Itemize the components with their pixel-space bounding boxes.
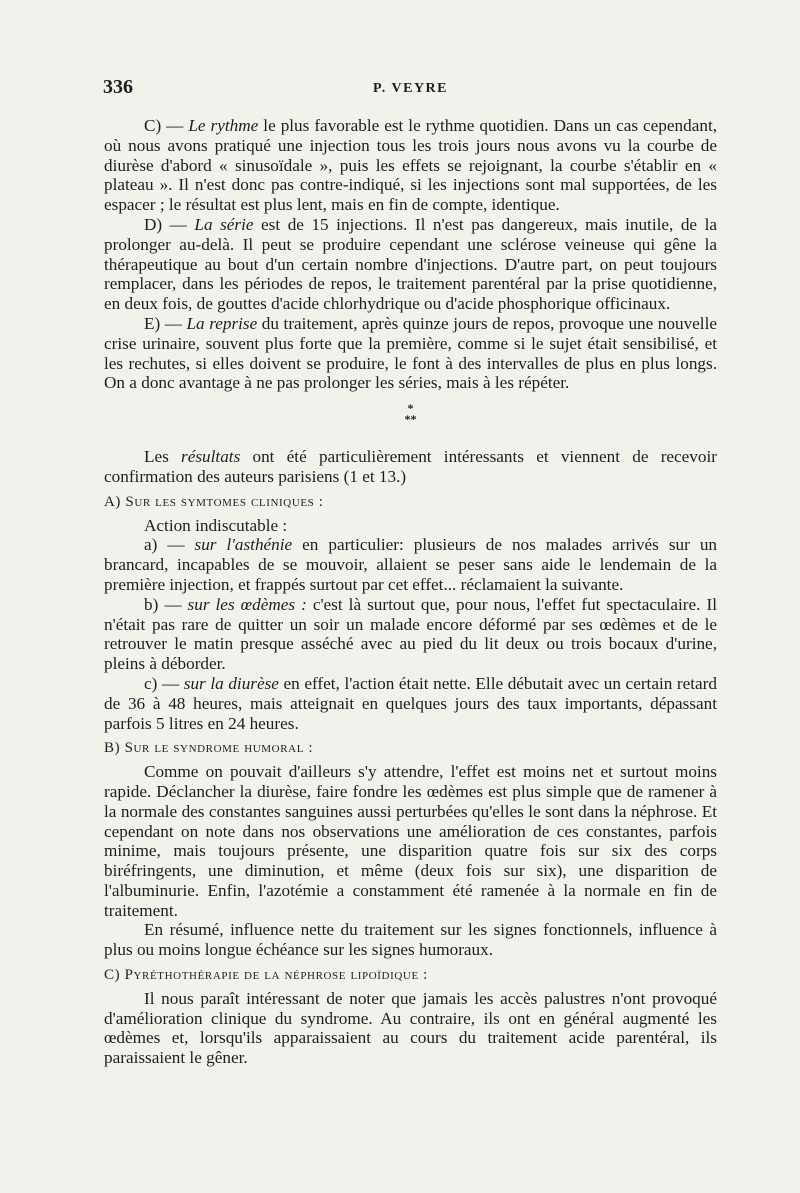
paragraph-resultats-lead: Les <box>144 447 182 467</box>
term-diurese: sur la diurèse <box>183 673 279 693</box>
paragraph-oedemes-text: c'est là surtout que, pour nous, l'effet fut spectaculaire. Il n'était pas rare de quitter un soir un malade encore déformé par ses œdèmes et de le retrouver le matin presque asséché avec au pied du lit deux ou trois bocaux d'urine, pleins à déborder. <box>104 594 717 674</box>
term-resultats: résultats <box>181 447 241 467</box>
section-separator <box>104 403 717 425</box>
item-marker: b) — <box>144 594 188 614</box>
paragraph-resume: En résumé, influence nette du traitement sur les signes fonctionnels, influence à plus ou moins longue échéance sur les signes humoraux. <box>104 920 717 960</box>
item-marker: D) — <box>144 214 195 234</box>
paragraph-serie-text: est de 15 injections. Il n'est pas dangereux, mais inutile, de la prolonger au-delà. Il peut se produire cependant une sclérose veineuse qui gêne la thérapeutique au bout d'un certain nombre d'injections. D'autre part, on peut toujours remplacer, dans les périodes de repos, le traitement parentéral par la prise quotidienne, en deux fois, de gouttes d'acide chlorhydrique ou d'acide phosphorique officinaux. <box>104 214 718 314</box>
paragraph-reprise-text: du traitement, après quinze jours de repos, provoque une nouvelle crise urinaire, souvent plus forte que la première, comme si le sujet était sensibilisé, et les rechutes, si elles doivent se produire, le font à des intervalles de plus en plus longs. On a donc avantage à ne pas prolonger les séries, mais à les répéter. <box>104 313 717 393</box>
term-reprise: La reprise <box>186 313 258 333</box>
paragraph-reprise <box>104 314 717 393</box>
paragraph-diurese-text: en effet, l'action était nette. Elle débutait avec un certain retard de 36 à 48 heures, mais atteignait en quelques jours des taux importants, dépassant parfois 5 litres en 24 heures. <box>104 673 717 733</box>
separator-star-top: * <box>407 401 414 416</box>
term-serie: La série <box>194 214 254 234</box>
paragraph-resultats-text: ont été particulièrement intéressants et viennent de recevoir confirmation des auteurs parisiens (1 et 13.) <box>104 447 717 486</box>
term-oedemes: sur les œdèmes : <box>187 594 307 614</box>
item-marker: c) — <box>144 673 184 693</box>
paragraph-pyretotherapie: Il nous paraît intéressant de noter que jamais les accès palustres n'ont provoqué d'amélioration clinique du syndrome. Au contraire, ils ont en général augmenté les œdèmes et, lorsqu'ils apparaissaient au cours du traitement acide parentéral, ils paraissaient le gêner. <box>104 988 717 1068</box>
section-title: Sur le syndrome humoral : <box>124 740 314 757</box>
section-letter: B) <box>104 740 125 757</box>
separator-star-bottom: ** <box>404 412 417 427</box>
paragraph-oedemes <box>104 595 717 674</box>
paragraph-serie <box>104 215 717 314</box>
section-heading-b <box>104 739 717 759</box>
page-number: 336 <box>103 76 133 98</box>
body-text <box>104 116 717 1068</box>
paragraph-diurese <box>104 674 717 733</box>
section-title: Sur les symtomes cliniques : <box>125 493 324 510</box>
paragraph-resultats <box>104 447 717 487</box>
item-marker: C) — <box>144 116 189 135</box>
running-head: P. VEYRE <box>372 81 449 96</box>
paragraph-rythme <box>104 116 717 215</box>
action-line: Action indiscutable : <box>144 515 288 535</box>
section-letter: A) <box>104 493 126 510</box>
section-letter: C) <box>104 967 125 984</box>
page-header <box>103 76 718 106</box>
paragraph-rythme-text: le plus favorable est le rythme quotidien. Dans un cas cependant, où nous avons pratiqué une injection tous les trois jours nous avons vu la courbe de diurèse d'abord « sinusoïdale », puis les effets se rejoignant, la courbe s'établir en « plateau ». Il n'est donc pas contre-indiqué, si les injections sont mal supportées, de les espacer ; le résultat est plus lent, mais en fin de compte, identique. <box>104 116 718 215</box>
paragraph-humoral: Comme on pouvait d'ailleurs s'y attendre, l'effet est moins net et surtout moins rapide. Déclancher la diurèse, faire fondre les œdèmes est plus simple que de ramener à la normale des constantes sanguines aussi perturbées qu'elles le sont dans la néphrose. Et cependant on note dans nos observations une amélioration de ces constantes, parfois minime, mais toujours présente, une disparition quatre fois sur six des corps biréfringents, une diminution, et même (deux fois sur six), une disparition de l'albuminurie. Enfin, l'azotémie a constamment été ramenée à la normale en fin de traitement. <box>104 762 717 920</box>
term-asthenie: sur l'asthénie <box>194 535 293 555</box>
paragraph-asthenie <box>104 535 717 594</box>
section-title: Pyréthothérapie de la néphrose lipoïdique : <box>124 967 428 984</box>
item-marker: a) — <box>144 535 195 555</box>
section-heading-a <box>104 493 717 513</box>
item-marker: E) — <box>144 313 187 333</box>
paragraph-asthenie-text: en particulier: plusieurs de nos malades arrivés sur un brancard, incapables de se mouvoir, allaient se peser sans aide le lendemain de la première injection, et frappés surtout par cet effet... réclamaient la suivante. <box>104 535 718 594</box>
section-heading-c <box>104 966 717 986</box>
term-rythme: Le rythme <box>188 116 259 135</box>
